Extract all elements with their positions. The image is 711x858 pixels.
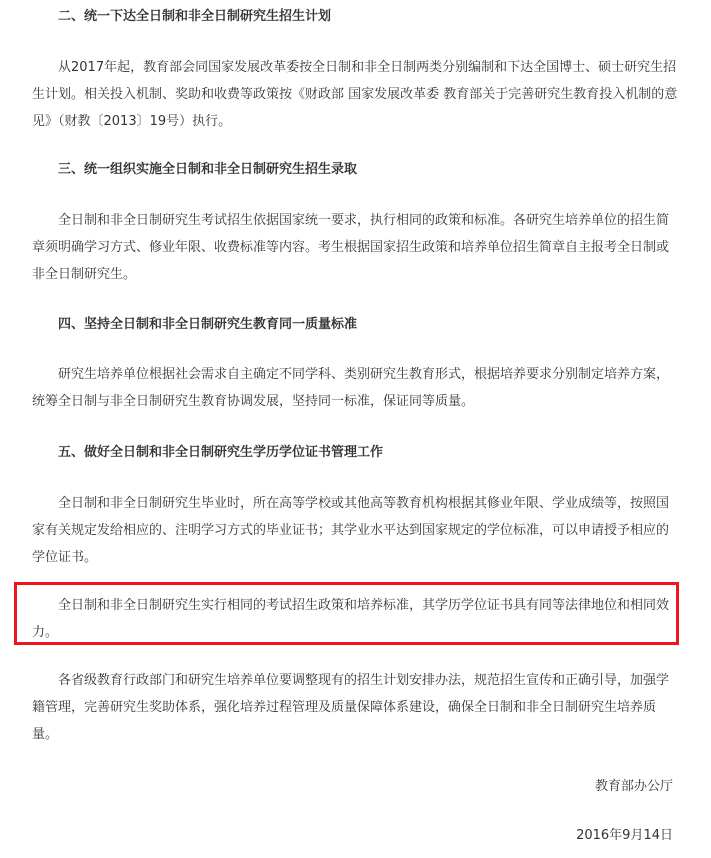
section-heading-4: 四、坚持全日制和非全日制研究生教育同一质量标准 xyxy=(58,317,358,332)
closing-paragraph: 各省级教育行政部门和研究生培养单位要调整现有的招生计划安排办法，规范招生宣传和正确引导，加强学籍管理，完善研究生奖助体系，强化培养过程管理及质量保障体系建设，确保全日制和非全日制研究生培养质量。 xyxy=(32,673,670,742)
section-paragraph-5: 全日制和非全日制研究生毕业时，所在高等学校或其他高等教育机构根据其修业年限、学业成绩等，按照国家有关规定发给相应的、注明学习方式的毕业证书；其学业水平达到国家规定的学位标准，可以申请授予相应的学位证书。 xyxy=(32,496,670,565)
section-paragraph-3: 全日制和非全日制研究生考试招生依据国家统一要求，执行相同的政策和标准。各研究生培养单位的招生简章须明确学习方式、修业年限、收费标准等内容。考生根据国家招生政策和培养单位招生简章自主报考全日制或非全日制研究生。 xyxy=(32,213,670,282)
section-heading-3: 三、统一组织实施全日制和非全日制研究生招生录取 xyxy=(58,162,358,177)
highlighted-paragraph: 全日制和非全日制研究生实行相同的考试招生政策和培养标准，其学历学位证书具有同等法律地位和相同效力。 xyxy=(32,598,670,640)
section-paragraph-4: 研究生培养单位根据社会需求自主确定不同学科、类别研究生教育形式，根据培养要求分别制定培养方案，统筹全日制与非全日制研究生教育协调发展，坚持同一标准，保证同等质量。 xyxy=(32,367,670,409)
section-heading-5: 五、做好全日制和非全日制研究生学历学位证书管理工作 xyxy=(58,445,384,460)
issue-date: 2016年9月14日 xyxy=(576,828,673,843)
issuer-signature: 教育部办公厅 xyxy=(594,779,673,794)
section-paragraph-2: 从2017年起，教育部会同国家发展改革委按全日制和非全日制两类分别编制和下达全国博士、硕士研究生招生计划。相关投入机制、奖助和收费等政策按《财政部 国家发展改革委 教育部关于完善研究生教育投入机制的意见》（财教〔2013〕19号）执行。 xyxy=(32,60,678,129)
section-heading-2: 二、统一下达全日制和非全日制研究生招生计划 xyxy=(58,9,332,24)
